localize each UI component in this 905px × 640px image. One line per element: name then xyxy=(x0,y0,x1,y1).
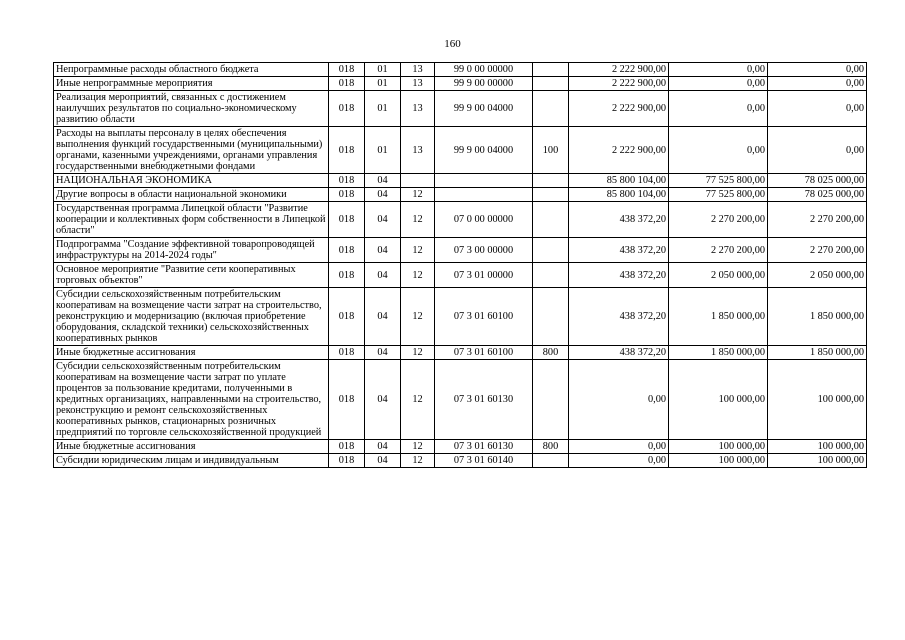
target-article-cell: 07 3 01 60130 xyxy=(435,360,533,440)
expense-type-cell xyxy=(533,360,569,440)
grbs-code-cell: 018 xyxy=(329,63,365,77)
subsection-code-cell: 13 xyxy=(401,127,435,174)
subsection-code-cell: 12 xyxy=(401,440,435,454)
amount-year-1-cell: 2 222 900,00 xyxy=(569,63,669,77)
item-name-cell: Иные бюджетные ассигнования xyxy=(54,346,329,360)
amount-year-1-cell: 438 372,20 xyxy=(569,346,669,360)
expense-type-cell xyxy=(533,63,569,77)
target-article-cell: 07 3 01 00000 xyxy=(435,263,533,288)
table-row xyxy=(54,346,867,360)
subsection-code-cell: 13 xyxy=(401,91,435,127)
amount-year-1-cell: 85 800 104,00 xyxy=(569,188,669,202)
table-row xyxy=(54,127,867,174)
expense-type-cell: 800 xyxy=(533,440,569,454)
expense-type-cell xyxy=(533,188,569,202)
subsection-code-cell: 12 xyxy=(401,202,435,238)
section-code-cell: 04 xyxy=(365,188,401,202)
table-row xyxy=(54,360,867,440)
amount-year-2-cell: 1 850 000,00 xyxy=(669,288,768,346)
amount-year-3-cell: 2 050 000,00 xyxy=(768,263,867,288)
budget-table xyxy=(53,62,867,468)
expense-type-cell xyxy=(533,454,569,468)
grbs-code-cell: 018 xyxy=(329,263,365,288)
amount-year-2-cell: 100 000,00 xyxy=(669,360,768,440)
amount-year-1-cell: 0,00 xyxy=(569,360,669,440)
item-name-cell: Иные непрограммные мероприятия xyxy=(54,77,329,91)
item-name-cell: Государственная программа Липецкой области "Развитие кооперации и коллективных форм собственности в Липецкой области" xyxy=(54,202,329,238)
grbs-code-cell: 018 xyxy=(329,360,365,440)
expense-type-cell xyxy=(533,91,569,127)
section-code-cell: 04 xyxy=(365,263,401,288)
section-code-cell: 04 xyxy=(365,238,401,263)
subsection-code-cell: 12 xyxy=(401,346,435,360)
target-article-cell: 99 0 00 00000 xyxy=(435,63,533,77)
item-name-cell: Другие вопросы в области национальной экономики xyxy=(54,188,329,202)
expense-type-cell xyxy=(533,288,569,346)
expense-type-cell xyxy=(533,263,569,288)
grbs-code-cell: 018 xyxy=(329,188,365,202)
section-code-cell: 04 xyxy=(365,346,401,360)
amount-year-3-cell: 100 000,00 xyxy=(768,440,867,454)
amount-year-1-cell: 2 222 900,00 xyxy=(569,127,669,174)
item-name-cell: Подпрограмма "Создание эффективной товаропроводящей инфраструктуры на 2014-2024 годы" xyxy=(54,238,329,263)
subsection-code-cell xyxy=(401,174,435,188)
table-row xyxy=(54,174,867,188)
target-article-cell: 07 3 01 60100 xyxy=(435,346,533,360)
table-row xyxy=(54,440,867,454)
grbs-code-cell: 018 xyxy=(329,127,365,174)
grbs-code-cell: 018 xyxy=(329,440,365,454)
amount-year-1-cell: 438 372,20 xyxy=(569,202,669,238)
target-article-cell: 99 9 00 00000 xyxy=(435,77,533,91)
expense-type-cell xyxy=(533,77,569,91)
table-row xyxy=(54,77,867,91)
grbs-code-cell: 018 xyxy=(329,454,365,468)
section-code-cell: 04 xyxy=(365,360,401,440)
amount-year-2-cell: 1 850 000,00 xyxy=(669,346,768,360)
item-name-cell: Основное мероприятие "Развитие сети кооперативных торговых объектов" xyxy=(54,263,329,288)
item-name-cell: Реализация мероприятий, связанных с достижением наилучших результатов по социально-экономическому развитию области xyxy=(54,91,329,127)
subsection-code-cell: 12 xyxy=(401,263,435,288)
amount-year-3-cell: 78 025 000,00 xyxy=(768,188,867,202)
grbs-code-cell: 018 xyxy=(329,174,365,188)
section-code-cell: 01 xyxy=(365,91,401,127)
item-name-cell: НАЦИОНАЛЬНАЯ ЭКОНОМИКА xyxy=(54,174,329,188)
subsection-code-cell: 13 xyxy=(401,77,435,91)
subsection-code-cell: 12 xyxy=(401,238,435,263)
target-article-cell: 99 9 00 04000 xyxy=(435,91,533,127)
item-name-cell: Субсидии сельскохозяйственным потребительским кооперативам на возмещение части затрат по уплате процентов за пользование кредитами, полученными в кредитных организациях, направленными на строительство, реконструкцию и ремонт сельскохозяйственных кооперативных рынков, стационарных розничных предприятий по торговле сельскохозяйственной продукцией xyxy=(54,360,329,440)
section-code-cell: 04 xyxy=(365,202,401,238)
amount-year-1-cell: 0,00 xyxy=(569,454,669,468)
amount-year-1-cell: 438 372,20 xyxy=(569,288,669,346)
amount-year-3-cell: 0,00 xyxy=(768,77,867,91)
section-code-cell: 04 xyxy=(365,288,401,346)
target-article-cell: 07 3 01 60130 xyxy=(435,440,533,454)
section-code-cell: 01 xyxy=(365,77,401,91)
amount-year-2-cell: 0,00 xyxy=(669,91,768,127)
item-name-cell: Субсидии юридическим лицам и индивидуальным xyxy=(54,454,329,468)
item-name-cell: Субсидии сельскохозяйственным потребительским кооперативам на возмещение части затрат на строительство, реконструкцию и модернизацию (включая приобретение оборудования, складской техники) сельскохозяйственных кооперативных рынков xyxy=(54,288,329,346)
amount-year-2-cell: 0,00 xyxy=(669,77,768,91)
table-row xyxy=(54,288,867,346)
expense-type-cell xyxy=(533,174,569,188)
expense-type-cell xyxy=(533,238,569,263)
subsection-code-cell: 12 xyxy=(401,288,435,346)
amount-year-1-cell: 0,00 xyxy=(569,440,669,454)
amount-year-3-cell: 0,00 xyxy=(768,91,867,127)
amount-year-1-cell: 438 372,20 xyxy=(569,263,669,288)
amount-year-3-cell: 0,00 xyxy=(768,127,867,174)
amount-year-2-cell: 0,00 xyxy=(669,127,768,174)
amount-year-2-cell: 2 270 200,00 xyxy=(669,202,768,238)
table-row xyxy=(54,91,867,127)
section-code-cell: 04 xyxy=(365,454,401,468)
amount-year-1-cell: 2 222 900,00 xyxy=(569,77,669,91)
amount-year-2-cell: 0,00 xyxy=(669,63,768,77)
grbs-code-cell: 018 xyxy=(329,238,365,263)
target-article-cell: 99 9 00 04000 xyxy=(435,127,533,174)
amount-year-3-cell: 1 850 000,00 xyxy=(768,346,867,360)
amount-year-3-cell: 2 270 200,00 xyxy=(768,202,867,238)
item-name-cell: Непрограммные расходы областного бюджета xyxy=(54,63,329,77)
expense-type-cell: 800 xyxy=(533,346,569,360)
subsection-code-cell: 13 xyxy=(401,63,435,77)
table-row xyxy=(54,238,867,263)
amount-year-2-cell: 2 270 200,00 xyxy=(669,238,768,263)
section-code-cell: 04 xyxy=(365,174,401,188)
amount-year-2-cell: 2 050 000,00 xyxy=(669,263,768,288)
item-name-cell: Расходы на выплаты персоналу в целях обеспечения выполнения функций государственными (муниципальными) органами, казенными учреждениями, органами управления государственными внебюджетными фондами xyxy=(54,127,329,174)
grbs-code-cell: 018 xyxy=(329,91,365,127)
expense-type-cell: 100 xyxy=(533,127,569,174)
target-article-cell: 07 3 01 60100 xyxy=(435,288,533,346)
section-code-cell: 04 xyxy=(365,440,401,454)
target-article-cell: 07 0 00 00000 xyxy=(435,202,533,238)
amount-year-3-cell: 1 850 000,00 xyxy=(768,288,867,346)
grbs-code-cell: 018 xyxy=(329,346,365,360)
table-row xyxy=(54,188,867,202)
amount-year-3-cell: 78 025 000,00 xyxy=(768,174,867,188)
target-article-cell xyxy=(435,188,533,202)
target-article-cell: 07 3 00 00000 xyxy=(435,238,533,263)
amount-year-1-cell: 438 372,20 xyxy=(569,238,669,263)
amount-year-3-cell: 100 000,00 xyxy=(768,454,867,468)
amount-year-2-cell: 77 525 800,00 xyxy=(669,188,768,202)
grbs-code-cell: 018 xyxy=(329,77,365,91)
subsection-code-cell: 12 xyxy=(401,188,435,202)
section-code-cell: 01 xyxy=(365,63,401,77)
amount-year-3-cell: 2 270 200,00 xyxy=(768,238,867,263)
subsection-code-cell: 12 xyxy=(401,360,435,440)
amount-year-2-cell: 77 525 800,00 xyxy=(669,174,768,188)
target-article-cell xyxy=(435,174,533,188)
amount-year-3-cell: 100 000,00 xyxy=(768,360,867,440)
amount-year-1-cell: 85 800 104,00 xyxy=(569,174,669,188)
amount-year-2-cell: 100 000,00 xyxy=(669,440,768,454)
target-article-cell: 07 3 01 60140 xyxy=(435,454,533,468)
grbs-code-cell: 018 xyxy=(329,202,365,238)
table-row xyxy=(54,63,867,77)
subsection-code-cell: 12 xyxy=(401,454,435,468)
section-code-cell: 01 xyxy=(365,127,401,174)
table-row xyxy=(54,202,867,238)
page-number: 160 xyxy=(444,38,461,50)
table-row xyxy=(54,263,867,288)
amount-year-2-cell: 100 000,00 xyxy=(669,454,768,468)
table-row xyxy=(54,454,867,468)
amount-year-3-cell: 0,00 xyxy=(768,63,867,77)
budget-table-body xyxy=(54,63,867,468)
expense-type-cell xyxy=(533,202,569,238)
item-name-cell: Иные бюджетные ассигнования xyxy=(54,440,329,454)
amount-year-1-cell: 2 222 900,00 xyxy=(569,91,669,127)
grbs-code-cell: 018 xyxy=(329,288,365,346)
